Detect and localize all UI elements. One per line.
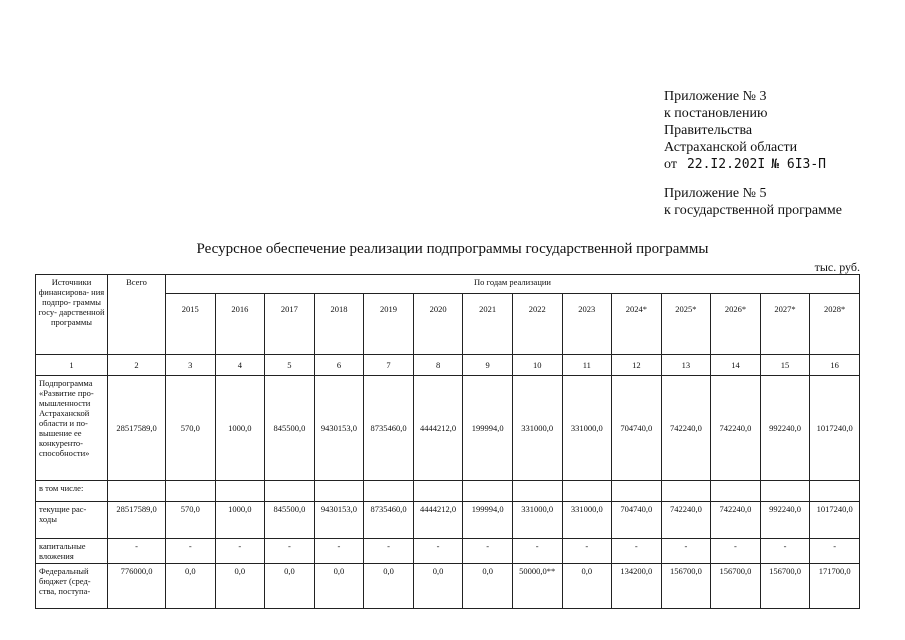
appendix-block	[664, 88, 842, 219]
table-cell: 199994,0	[463, 502, 513, 539]
column-number-cell: 13	[661, 355, 711, 376]
column-number-cell: 8	[413, 355, 463, 376]
table-cell: 742240,0	[711, 376, 761, 481]
appendix-line: к государственной программе	[664, 203, 842, 218]
column-number-cell: 10	[512, 355, 562, 376]
column-number-cell: 1	[36, 355, 108, 376]
table-cell: -	[661, 539, 711, 564]
table-cell: 331000,0	[562, 376, 612, 481]
header-year: 2016	[215, 294, 265, 355]
row-label: текущие рас- ходы	[36, 502, 108, 539]
table-cell: 199994,0	[463, 376, 513, 481]
table-cell: 992240,0	[760, 376, 810, 481]
appendix-line: Астраханской области	[664, 140, 798, 155]
header-total: Всего	[108, 275, 166, 355]
table-cell	[562, 481, 612, 502]
table-cell	[364, 481, 414, 502]
table-cell: 845500,0	[265, 376, 315, 481]
header-year: 2026*	[711, 294, 761, 355]
table-cell: 742240,0	[661, 376, 711, 481]
table-cell: -	[166, 539, 216, 564]
row-label: Подпрограмма «Развитие про- мышленности Астраханской области и по- вышение ее конкуренто- способности»	[36, 376, 108, 481]
table-row	[36, 539, 860, 564]
table-cell: -	[562, 539, 612, 564]
table-cell: 570,0	[166, 502, 216, 539]
table-cell: 742240,0	[661, 502, 711, 539]
table-cell: 4444212,0	[413, 502, 463, 539]
column-number-cell: 4	[215, 355, 265, 376]
table-cell	[108, 481, 166, 502]
table-cell: 331000,0	[512, 502, 562, 539]
column-number-cell: 7	[364, 355, 414, 376]
table-cell: 845500,0	[265, 502, 315, 539]
table-cell: 742240,0	[711, 502, 761, 539]
column-number-cell: 16	[810, 355, 860, 376]
table-cell: -	[810, 539, 860, 564]
table-cell: 9430153,0	[314, 502, 364, 539]
column-number-cell: 5	[265, 355, 315, 376]
column-number-cell: 2	[108, 355, 166, 376]
table-cell	[810, 481, 860, 502]
row-label: в том числе:	[36, 481, 108, 502]
document-title: Ресурсное обеспечение реализации подпрограммы государственной программы	[196, 241, 709, 257]
column-number-cell: 3	[166, 355, 216, 376]
table-cell: -	[364, 539, 414, 564]
decree-number: № 6I3-П	[771, 157, 827, 172]
table-cell: -	[463, 539, 513, 564]
table-cell	[661, 481, 711, 502]
table-cell: 134200,0	[612, 564, 662, 609]
header-years-group: По годам реализации	[166, 275, 860, 294]
table-cell: -	[612, 539, 662, 564]
table-cell: 0,0	[463, 564, 513, 609]
table-row	[36, 376, 860, 481]
header-year: 2023	[562, 294, 612, 355]
table-cell: 0,0	[413, 564, 463, 609]
table-row	[36, 564, 860, 609]
appendix-line: Приложение № 3	[664, 89, 767, 104]
header-year: 2019	[364, 294, 414, 355]
table-cell: 156700,0	[760, 564, 810, 609]
table-cell: 9430153,0	[314, 376, 364, 481]
header-year: 2025*	[661, 294, 711, 355]
table-cell: -	[314, 539, 364, 564]
table-cell: 0,0	[314, 564, 364, 609]
table-cell: 8735460,0	[364, 376, 414, 481]
table-cell: -	[760, 539, 810, 564]
table-row	[36, 481, 860, 502]
table-cell: 570,0	[166, 376, 216, 481]
table-cell: 0,0	[562, 564, 612, 609]
table-cell: 8735460,0	[364, 502, 414, 539]
table-cell: 992240,0	[760, 502, 810, 539]
column-number-cell: 12	[612, 355, 662, 376]
header-year: 2022	[512, 294, 562, 355]
row-label: Федеральный бюджет (сред- ства, поступа-	[36, 564, 108, 609]
table-cell	[463, 481, 513, 502]
header-year: 2028*	[810, 294, 860, 355]
table-cell: 1017240,0	[810, 502, 860, 539]
column-number-cell: 15	[760, 355, 810, 376]
table-cell: -	[265, 539, 315, 564]
appendix-date-line	[664, 156, 842, 173]
table-cell: 0,0	[166, 564, 216, 609]
table-cell: -	[512, 539, 562, 564]
table-cell: 331000,0	[512, 376, 562, 481]
resource-table	[35, 274, 860, 609]
table-cell: 0,0	[215, 564, 265, 609]
date-prefix: от	[664, 157, 677, 172]
table-cell: -	[413, 539, 463, 564]
table-cell	[314, 481, 364, 502]
table-row	[36, 502, 860, 539]
table-cell	[166, 481, 216, 502]
table-cell: -	[711, 539, 761, 564]
table-cell: 1017240,0	[810, 376, 860, 481]
table-cell	[612, 481, 662, 502]
column-number-cell: 6	[314, 355, 364, 376]
table-cell: 776000,0	[108, 564, 166, 609]
appendix-line: Правительства	[664, 123, 753, 138]
column-number-cell: 14	[711, 355, 761, 376]
table-cell: 704740,0	[612, 376, 662, 481]
table-cell: 28517589,0	[108, 376, 166, 481]
column-number-cell: 11	[562, 355, 612, 376]
units-label: тыс. руб.	[814, 260, 860, 274]
header-year: 2017	[265, 294, 315, 355]
table-cell: 4444212,0	[413, 376, 463, 481]
appendix-line: к постановлению	[664, 106, 768, 121]
header-source: Источники финансирова- ния подпро- граммы госу- дарственной программы	[36, 275, 108, 355]
table-cell: 704740,0	[612, 502, 662, 539]
table-cell: 331000,0	[562, 502, 612, 539]
table-cell: 156700,0	[711, 564, 761, 609]
header-year: 2020	[413, 294, 463, 355]
table-cell: 171700,0	[810, 564, 860, 609]
table-cell	[413, 481, 463, 502]
header-year: 2015	[166, 294, 216, 355]
header-year: 2027*	[760, 294, 810, 355]
decree-date: 22.I2.202I	[686, 157, 766, 172]
table-cell	[512, 481, 562, 502]
table-cell: 50000,0**	[512, 564, 562, 609]
appendix-line: Приложение № 5	[664, 186, 767, 201]
header-year: 2024*	[612, 294, 662, 355]
table-cell: 0,0	[364, 564, 414, 609]
table-cell	[711, 481, 761, 502]
table-cell: -	[108, 539, 166, 564]
table-cell: 28517589,0	[108, 502, 166, 539]
column-number-cell: 9	[463, 355, 513, 376]
table-cell: 0,0	[265, 564, 315, 609]
table-cell: 1000,0	[215, 502, 265, 539]
table-cell: 1000,0	[215, 376, 265, 481]
header-year: 2021	[463, 294, 513, 355]
table-cell: 156700,0	[661, 564, 711, 609]
table-cell	[265, 481, 315, 502]
table-cell: -	[215, 539, 265, 564]
table-cell	[215, 481, 265, 502]
row-label: капитальные вложения	[36, 539, 108, 564]
table-cell	[760, 481, 810, 502]
column-number-row	[36, 355, 860, 376]
header-year: 2018	[314, 294, 364, 355]
